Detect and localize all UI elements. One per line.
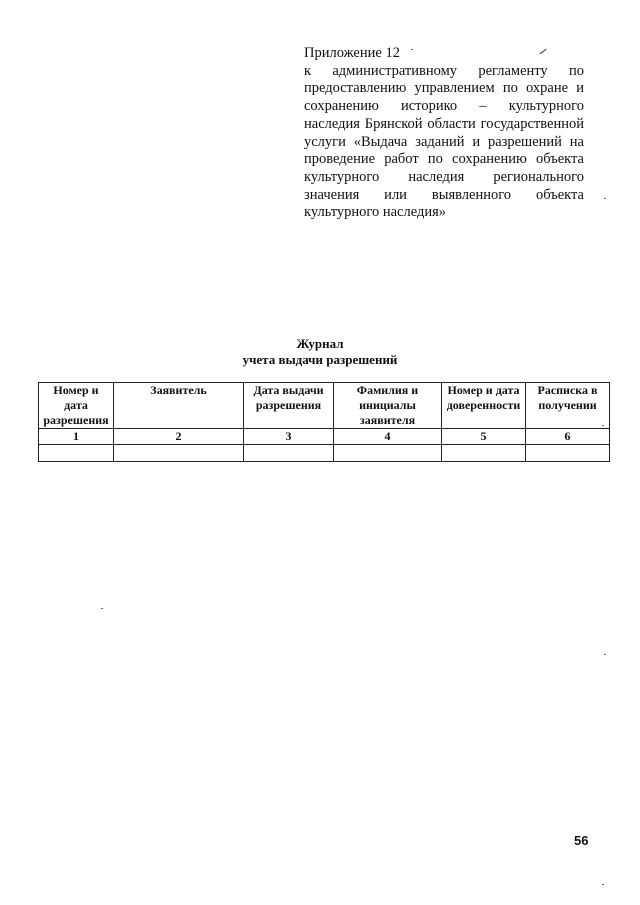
journal-subtitle: учета выдачи разрешений: [242, 352, 398, 367]
table-cell: [334, 445, 442, 462]
table-header-row: [39, 383, 610, 429]
table-row: [39, 445, 610, 462]
column-number-row: [39, 429, 610, 445]
header-power-of-attorney: Номер и дата доверенности: [442, 383, 526, 429]
scan-speck: [604, 654, 606, 655]
column-number: 4: [334, 429, 442, 445]
column-number: 6: [526, 429, 610, 445]
scan-speck: [602, 425, 604, 426]
table-cell: [244, 445, 334, 462]
appendix-body: к административному регламенту по предоставлению управлением по охране и сохранению историко – культурного наследия Брянской области государственной услуги «Выдача заданий и разрешений на проведение работ по сохранению объекта культурного наследия регионального значения или выявленного объекта культурного наследия»: [304, 62, 584, 221]
header-issue-date: Дата выдачи разрешения: [244, 383, 334, 429]
column-number: 3: [244, 429, 334, 445]
scan-speck: [101, 608, 103, 609]
journal-title: Журнал: [296, 336, 344, 351]
table-cell: [442, 445, 526, 462]
header-permit-number-date: Номер и дата разрешения: [39, 383, 114, 429]
page-number: 56: [574, 833, 589, 848]
table-cell: [39, 445, 114, 462]
header-receipt: Расписка в получении: [526, 383, 610, 429]
header-applicant: Заявитель: [114, 383, 244, 429]
scan-speck: [602, 884, 604, 885]
table-cell: [526, 445, 610, 462]
header-applicant-name: Фамилия и инициалы заявителя: [334, 383, 442, 429]
journal-table: [38, 382, 610, 462]
column-number: 1: [39, 429, 114, 445]
column-number: 2: [114, 429, 244, 445]
appendix-heading: Приложение 12: [304, 45, 400, 61]
column-number: 5: [442, 429, 526, 445]
table-cell: [114, 445, 244, 462]
scan-speck: [604, 198, 606, 199]
scan-speck: [411, 49, 413, 50]
appendix-note: [304, 45, 584, 222]
